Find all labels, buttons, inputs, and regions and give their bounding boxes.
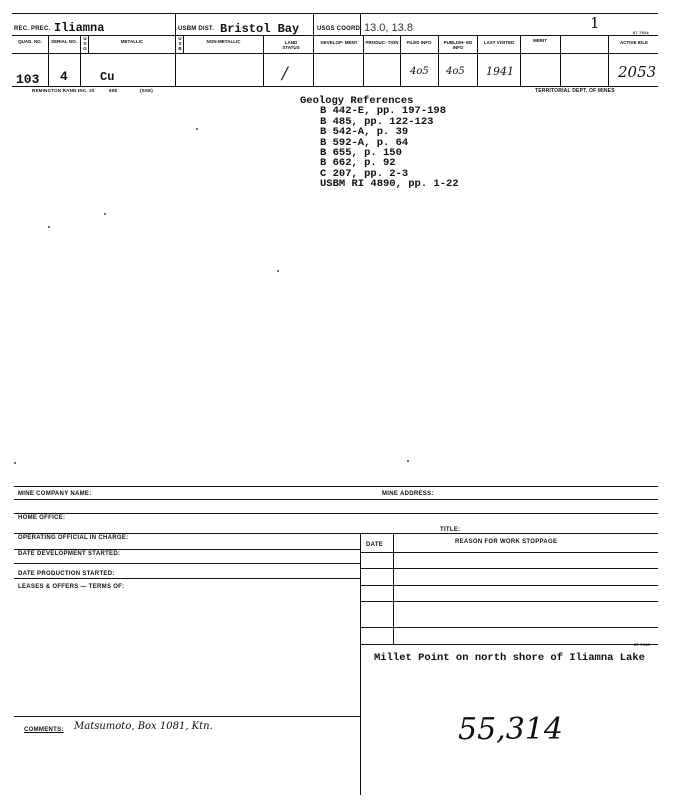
merit-header: MERIT <box>533 38 547 43</box>
metallic-header: METALLIC <box>120 39 144 44</box>
quad-no-value: 103 <box>16 72 40 87</box>
last-visited-value: 1941 <box>486 65 514 78</box>
reference-item: C 207, pp. 2-3 <box>320 167 409 180</box>
usgs-coord-value: 13.0, 13.8 <box>364 22 413 34</box>
usgs-letters: U S G <box>83 36 87 51</box>
reference-item: B 662, p. 92 <box>320 157 396 170</box>
scan-speck <box>104 213 106 215</box>
leases-label: LEASES & OFFERS — TERMS OF: <box>18 584 125 590</box>
reference-item: B 485, pp. 122-123 <box>320 115 434 128</box>
date-production-label: DATE PRODUCTION STARTED: <box>18 571 115 577</box>
usgs-coord-label: USGS COORD. <box>317 26 362 32</box>
reason-label: REASON FOR WORK STOPPAGE <box>455 539 558 545</box>
rec-prec-value: Iliamna <box>54 21 105 35</box>
reference-item: B 592-A, p. 64 <box>320 136 409 149</box>
reference-item: B 655, p. 150 <box>320 147 402 160</box>
usbm-dist-label: USBM DIST. <box>178 26 215 32</box>
scan-speck <box>196 128 198 130</box>
scan-speck <box>407 460 409 462</box>
last-visited-header: LAST VISITED <box>483 40 515 45</box>
mine-address-label: MINE ADDRESS: <box>382 491 434 497</box>
production-header: PRODUC- TION <box>365 40 399 45</box>
rec-prec-label: REC. PREC. <box>14 26 51 32</box>
reference-item: B 442-E, pp. 197-198 <box>320 105 447 118</box>
serial-no-value: 4 <box>60 69 68 84</box>
home-office-label: HOME OFFICE: <box>18 515 66 521</box>
title-label: TITLE: <box>440 527 461 533</box>
printer-code-2: (SSE) <box>140 88 154 93</box>
active-idle-value: 2053 <box>618 63 657 81</box>
serial-no-header: SERIAL NO. <box>51 39 77 44</box>
published-info-header: PUBLISH- ED INFO <box>443 40 473 50</box>
dept-line: TERRITORIAL DEPT. OF MINES <box>535 88 615 94</box>
mine-company-name-label: MINE COMPANY NAME: <box>18 491 92 497</box>
corner-mark: 1 <box>590 14 600 32</box>
printer-code-1: 608 <box>109 88 118 93</box>
non-metallic-header: NON-METALLIC <box>206 39 241 44</box>
reference-item: USBM RI 4890, pp. 1-22 <box>320 178 459 191</box>
active-idle-header: ACTIVE IDLE <box>619 40 648 45</box>
reference-item: B 542-A, p. 39 <box>320 126 409 139</box>
usbe-letters: U S B <box>178 36 182 51</box>
filed-info-header: FILED INFO <box>406 40 432 45</box>
form-number-2: 67 7915 <box>634 642 650 647</box>
scan-speck <box>277 270 279 272</box>
published-info-value: 4o5 <box>446 66 465 77</box>
comments-value: Matsumoto, Box 1081, Ktn. <box>74 721 213 732</box>
land-status-value: / <box>282 64 288 84</box>
date-development-label: DATE DEVELOPMENT STARTED: <box>18 551 121 557</box>
geology-references <box>300 96 459 190</box>
usbm-dist-value: Bristol Bay <box>220 22 300 36</box>
land-status-header: LAND STATUS <box>282 40 300 50</box>
handwritten-number: 55,314 <box>458 712 563 747</box>
metallic-value: Cu <box>100 70 115 84</box>
quad-no-header: QUAD. NO. <box>18 39 42 44</box>
operating-official-label: OPERATING OFFICIAL IN CHARGE: <box>18 535 129 541</box>
filed-info-value: 4o5 <box>410 66 429 77</box>
date-label: DATE <box>366 542 384 548</box>
scan-speck <box>48 226 50 228</box>
development-header: DEVELOP- MENT <box>320 40 358 45</box>
comments-label: COMMENTS: <box>24 727 64 733</box>
form-number: 67 7914 <box>633 30 649 35</box>
scan-speck <box>14 462 16 464</box>
references-title: Geology References <box>300 95 414 107</box>
printer-line: REMINGTON RAND INC. 20 <box>32 88 95 93</box>
location-note: Millet Point on north shore of Iliamna Lake <box>374 652 645 664</box>
